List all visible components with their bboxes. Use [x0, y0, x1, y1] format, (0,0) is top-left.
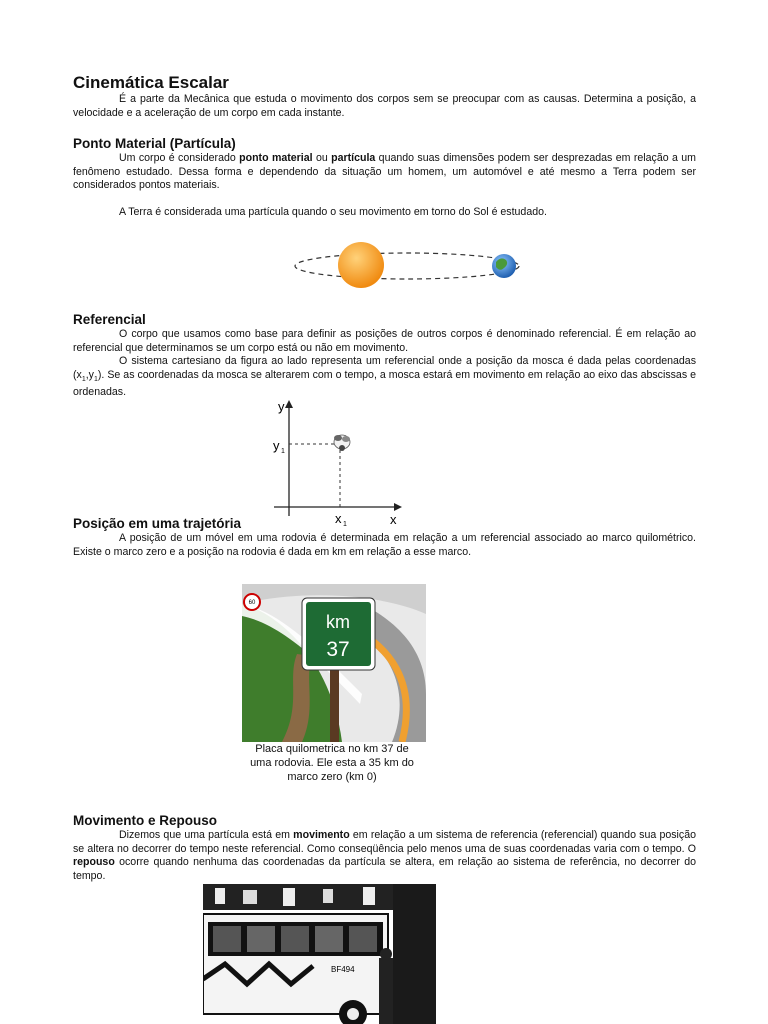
- caption-line: uma rodovia. Ele esta a 35 km do: [250, 757, 414, 769]
- y-axis-label: y: [278, 399, 285, 414]
- x-axis-arrow: [394, 503, 402, 511]
- paragraph: [73, 829, 696, 883]
- person-silhouette: [379, 958, 393, 1024]
- section-heading: Movimento e Repouso: [73, 813, 218, 828]
- x1-label: x: [335, 511, 342, 526]
- paragraph: [73, 355, 696, 400]
- sign-post: [330, 664, 339, 742]
- text: Dizemos que uma partícula está em: [119, 829, 294, 841]
- section-referencial: [73, 311, 696, 400]
- section-heading: Ponto Material (Partícula): [73, 136, 236, 151]
- bold-term: partícula: [331, 152, 376, 164]
- bus-plate-text: BF494: [331, 965, 355, 974]
- text: ,y: [85, 368, 94, 381]
- sign-km-label: km: [326, 612, 350, 632]
- paragraph: A posição de um móvel em uma rodovia é determinada em relação a um referencial associado ao marco quilométrico. Existe o marco zero e a posição na rodovia é dada em km em relação a esse marco.: [73, 532, 696, 558]
- sun-icon: [338, 242, 384, 288]
- text: O sistema cartesiano da figura ao lado representa um referencial onde a posição da mosca é dada pelas coordenadas (x: [73, 355, 696, 381]
- km-marker-caption: [232, 742, 432, 784]
- paragraph: O corpo que usamos como base para definir as posições de outros corpos é denominado referencial. É em relação ao referencial que determinamos se um corpo está ou não em movimento.: [73, 328, 696, 354]
- subscript: 1: [93, 375, 98, 383]
- text: ocorre quando nenhuma das coordenadas da partícula se altera, em relação ao sistema de referência, no decorrer do tempo.: [73, 856, 696, 882]
- section-ponto-material: [73, 135, 696, 219]
- text: quando suas dimensões podem ser desprezadas em relação a um fenômeno estudado. Dessa forma e dependendo da situação um homem, um automóvel e até mesmo a Terra podem ser considerados pontos materiais.: [73, 152, 696, 192]
- sign-km-number: 37: [326, 638, 350, 661]
- y1-label: y: [273, 438, 280, 453]
- y1-subscript: 1: [281, 448, 285, 455]
- paragraph: [73, 152, 696, 193]
- text: Um corpo é considerado: [119, 152, 240, 164]
- cartesian-referencial-figure: [270, 398, 405, 528]
- text: ). Se as coordenadas da mosca se alterarem com o tempo, a mosca estará em movimento em relação ao eixo das abscissas e ordenadas.: [73, 368, 696, 399]
- x1-subscript: 1: [343, 521, 347, 528]
- text: em relação a um sistema de referencia (referencial) quando sua posição se altera no decorrer do tempo neste referencial. Como conseqüência pelo menos uma de suas coordenadas varia com o tempo. O: [73, 829, 696, 855]
- bold-term: movimento: [293, 829, 350, 841]
- subscript: 1: [81, 375, 86, 383]
- caption-line: Placa quilometrica no km 37 de: [255, 743, 409, 755]
- section-heading: Referencial: [73, 312, 146, 327]
- section-posicao: [73, 515, 696, 559]
- title-block: [73, 73, 696, 120]
- tree-dark-area: [393, 884, 436, 1024]
- sun-earth-orbit-figure: [290, 238, 525, 294]
- section-heading: Posição em uma trajetória: [73, 516, 242, 531]
- text: ou: [312, 152, 332, 164]
- y-axis-arrow: [285, 400, 293, 408]
- orbit-path: [295, 253, 519, 279]
- bus-photo-figure: [203, 884, 436, 1024]
- page-title: Cinemática Escalar: [73, 73, 229, 92]
- caption-line: marco zero (km 0): [287, 771, 377, 783]
- speed-limit-value: 60: [248, 600, 256, 606]
- km-marker-figure: [242, 584, 426, 742]
- x-axis-label: x: [390, 512, 397, 527]
- fly-icon: [334, 435, 350, 451]
- intro-paragraph: É a parte da Mecânica que estuda o movimento dos corpos sem se preocupar com as causas. Determina a posição, a velocidade e a aceleração de um corpo em cada instante.: [73, 93, 696, 119]
- section-movimento-repouso: [73, 812, 696, 883]
- paragraph: A Terra é considerada uma partícula quando o seu movimento em torno do Sol é estudado.: [119, 205, 547, 218]
- bold-term: repouso: [73, 856, 115, 869]
- bold-term: ponto material: [239, 152, 313, 164]
